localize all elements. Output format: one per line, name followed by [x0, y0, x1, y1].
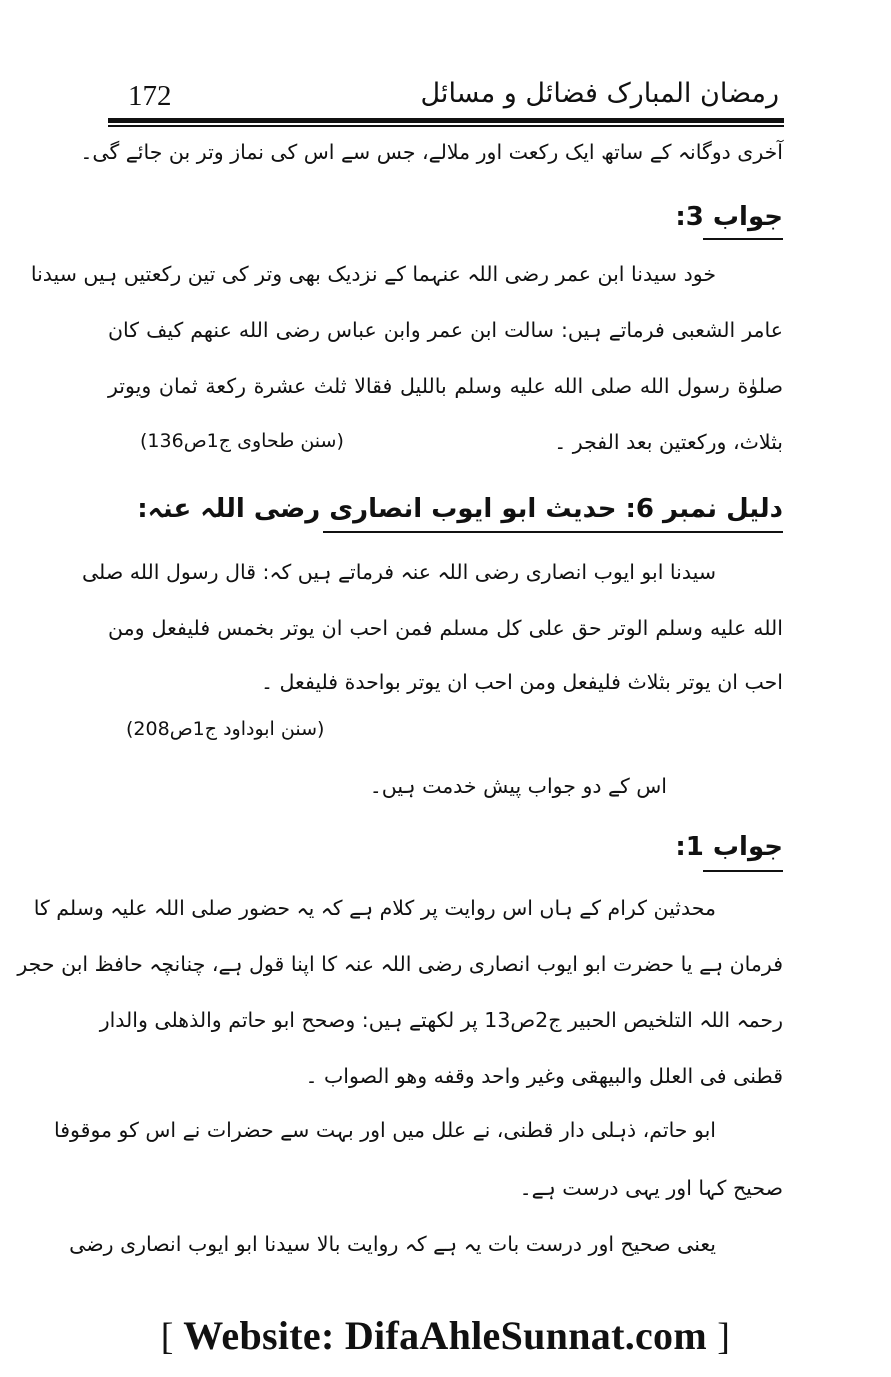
answer1-line-6: صحیح کہا اور یہی درست ہے۔: [519, 1176, 783, 1200]
dalil6-line-2: الله علیه وسلم الوتر حق علی کل مسلم فمن احب ان یوتر بخمس فلیفعل ومن: [108, 616, 783, 640]
answer1-line-5: ابو حاتم، ذہلی دار قطنی، نے علل میں اور بہت سے حضرات نے اس کو موقوفا: [54, 1118, 716, 1142]
dalil6-reference: (سنن ابوداود ج1ص208): [126, 718, 325, 740]
footer-bracket-close: ]: [717, 1316, 731, 1358]
header-rule-thick: [108, 118, 784, 123]
dalil6-note: اس کے دو جواب پیش خدمت ہیں۔: [369, 774, 667, 798]
website-footer: [0, 1312, 891, 1359]
answer1-heading: جواب 1:: [675, 832, 783, 862]
answer3-line-1: خود سیدنا ابن عمر رضی اللہ عنہما کے نزدیک بھی وتر کی تین رکعتیں ہیں سیدنا: [30, 262, 716, 286]
footer-bracket-open: [: [160, 1316, 174, 1358]
answer3-heading: جواب 3:: [675, 202, 783, 232]
answer3-line-3: صلوٰة رسول الله صلی الله علیه وسلم باللیل فقالا ثلث عشرة رکعة ثمان ویوتر: [108, 374, 783, 398]
answer3-heading-underline: [703, 238, 783, 240]
dalil6-heading: دلیل نمبر 6: حدیث ابو ایوب انصاری رضی اللہ عنہ:: [137, 494, 783, 524]
header-rule-thin: [108, 125, 784, 127]
dalil6-heading-underline: [323, 531, 783, 533]
answer3-line-4: بثلاث، ورکعتین بعد الفجر ۔: [554, 430, 783, 454]
answer1-line-4: قطنی فی العلل والبیهقی وغیر واحد وقفه وهو الصواب ۔: [305, 1064, 783, 1088]
answer3-reference: (سنن طحاوی ج1ص136): [140, 430, 344, 452]
answer3-line-2: عامر الشعبی فرماتے ہیں: سالت ابن عمر وابن عباس رضی الله عنهم کیف کان: [108, 318, 783, 342]
intro-line: آخری دوگانہ کے ساتھ ایک رکعت اور ملالے، جس سے اس کی نماز وتر بن جائے گی۔: [80, 140, 783, 164]
book-title: رمضان المبارک فضائل و مسائل: [420, 78, 779, 109]
page-number: 172: [128, 80, 172, 112]
dalil6-line-1: سیدنا ابو ایوب انصاری رضی اللہ عنہ فرماتے ہیں کہ: قال رسول الله صلی: [81, 560, 716, 584]
website-url[interactable]: Website: DifaAhleSunnat.com: [183, 1313, 707, 1358]
answer1-line-3: رحمہ اللہ التلخیص الحبیر ج2ص13 پر لکھتے ہیں: وصحح ابو حاتم والذهلی والدار: [99, 1008, 783, 1032]
answer1-line-7: یعنی صحیح اور درست بات یہ ہے کہ روایت بالا سیدنا ابو ایوب انصاری رضی: [69, 1232, 716, 1256]
answer1-heading-underline: [703, 870, 783, 872]
answer1-line-1: محدثین کرام کے ہاں اس روایت پر کلام ہے کہ یہ حضور صلی اللہ علیہ وسلم کا: [33, 896, 716, 920]
answer1-line-2: فرمان ہے یا حضرت ابو ایوب انصاری رضی اللہ عنہ کا اپنا قول ہے، چنانچہ حافظ ابن حجر: [17, 952, 783, 976]
dalil6-line-3: احب ان یوتر بثلاث فلیفعل ومن احب ان یوتر بواحدة فلیفعل ۔: [261, 670, 783, 694]
